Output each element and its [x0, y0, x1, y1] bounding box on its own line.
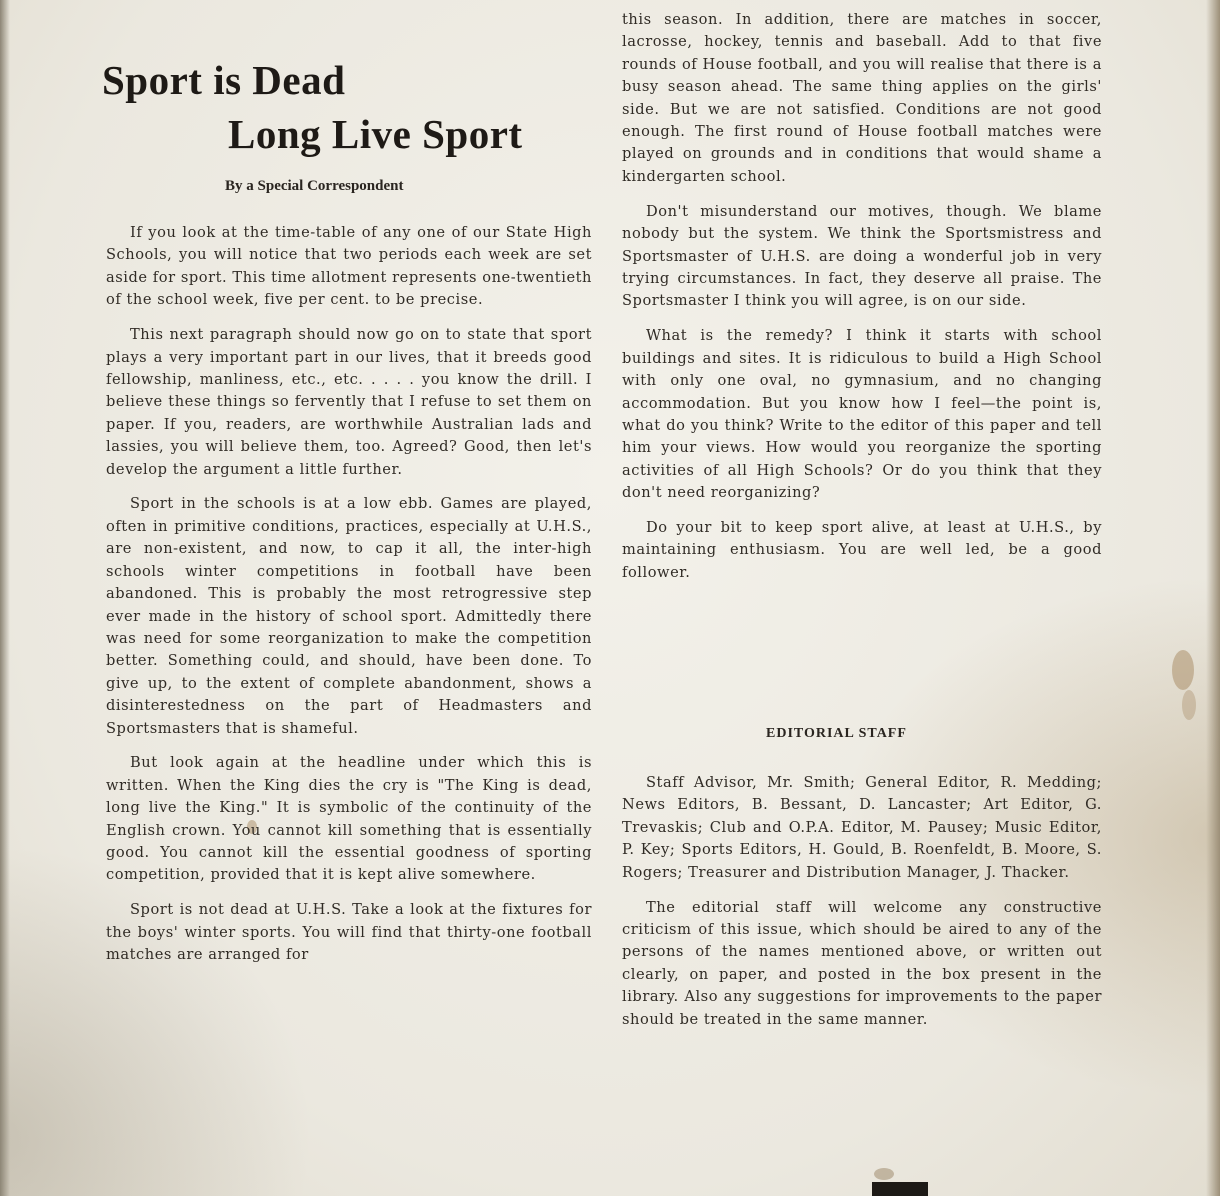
headline-line-2: Long Live Sport — [228, 111, 523, 157]
page-bottom-tab — [872, 1182, 928, 1196]
page-edge-left — [0, 0, 10, 1196]
editorial-staff-section — [622, 772, 1102, 1043]
article-paragraph: Don't misunderstand our motives, though. We blame nobody but the system. We think the Sportsmistress and Sportsmaster of U.H.S. are doing a wonderful job in very trying circumstances. In fact, they deserve all praise. The Sportsmaster I think you will agree, is on our side. — [622, 202, 1102, 310]
paper-stain — [1182, 690, 1196, 720]
article-paragraph: This next paragraph should now go on to state that sport plays a very important part in our lives, that it breeds good fellowship, manliness, etc., etc. . . . . you know the drill. I believe these things so fervently that I refuse to set them on paper. If you, readers, are worthwhile Australian lads and lassies, you will believe them, too. Agreed? Good, then let's develop the argument a little further. — [106, 326, 592, 478]
byline: By a Special Correspondent — [225, 178, 404, 194]
paper-stain — [1172, 650, 1194, 690]
article-paragraph: What is the remedy? I think it starts with school buildings and sites. It is ridiculous to build a High School with only one oval, no gymnasium, and no changing accommodation. But you know how I feel—the point is, what do you think? Write to the editor of this paper and tell him your views. How would you reorganize the sporting activities of all High Schools? Or do you think that they don't need reorganizing? — [622, 327, 1102, 502]
article-paragraph: Sport in the schools is at a low ebb. Games are played, often in primitive conditions, practices, especially at U.H.S., are non-existent, and now, to cap it all, the inter-high schools winter competitions in football have been abandoned. This is probably the most retrogressive step ever made in the history of school sport. Admittedly there was need for some reorganization to make the competition better. Something could, and should, have been done. To give up, to the extent of complete abandonment, shows a disinterestedness on the part of Headmasters and Sportsmasters that is shameful. — [106, 495, 592, 737]
article-left-column — [106, 222, 592, 979]
article-paragraph: Do your bit to keep sport alive, at least at U.H.S., by maintaining enthusiasm. You are well led, be a good follower. — [622, 519, 1102, 581]
editorial-staff-heading: EDITORIAL STAFF — [766, 726, 907, 741]
paper-stain — [874, 1168, 894, 1180]
article-paragraph: this season. In addition, there are matches in soccer, lacrosse, hockey, tennis and baseball. Add to that five rounds of House football, and you will realise that there is a busy season ahead. The same thing applies on the girls' side. But we are not satisfied. Conditions are not good enough. The first round of House football matches were played on grounds and in conditions that would shame a kindergarten school. — [622, 11, 1102, 185]
editorial-staff-list: Staff Advisor, Mr. Smith; General Editor, R. Medding; News Editors, B. Bessant, D. Lancaster; Art Editor, G. Trevaskis; Club and O.P.A. Editor, M. Pausey; Music Editor, P. Key; Sports Editors, H. Gould, B. Roenfeldt, B. Moore, S. Rogers; Treasurer and Distribution Manager, J. Thacker. — [622, 774, 1102, 881]
article-right-column — [622, 9, 1102, 597]
article-paragraph: If you look at the time-table of any one of our State High Schools, you will notice that two periods each week are set aside for sport. This time allotment represents one-twentieth of the school week, five per cent. to be precise. — [106, 224, 592, 309]
editorial-staff-note: The editorial staff will welcome any constructive criticism of this issue, which should be aired to any of the persons of the names mentioned above, or written out clearly, on paper, and posted in the box present in the library. Also any suggestions for improvements to the paper should be treated in the same manner. — [622, 898, 1102, 1028]
headline-line-1: Sport is Dead — [102, 57, 346, 103]
page-edge-right — [1206, 0, 1220, 1196]
article-paragraph: But look again at the headline under which this is written. When the King dies the cry is "The King is dead, long live the King." It is symbolic of the continuity of the English crown. You cannot kill something that is essentially good. You cannot kill the essential goodness of sporting competition, provided that it is kept alive somewhere. — [106, 754, 592, 884]
article-paragraph: Sport is not dead at U.H.S. Take a look at the fixtures for the boys' winter sports. You will find that thirty-one football matches are arranged for — [106, 901, 592, 964]
